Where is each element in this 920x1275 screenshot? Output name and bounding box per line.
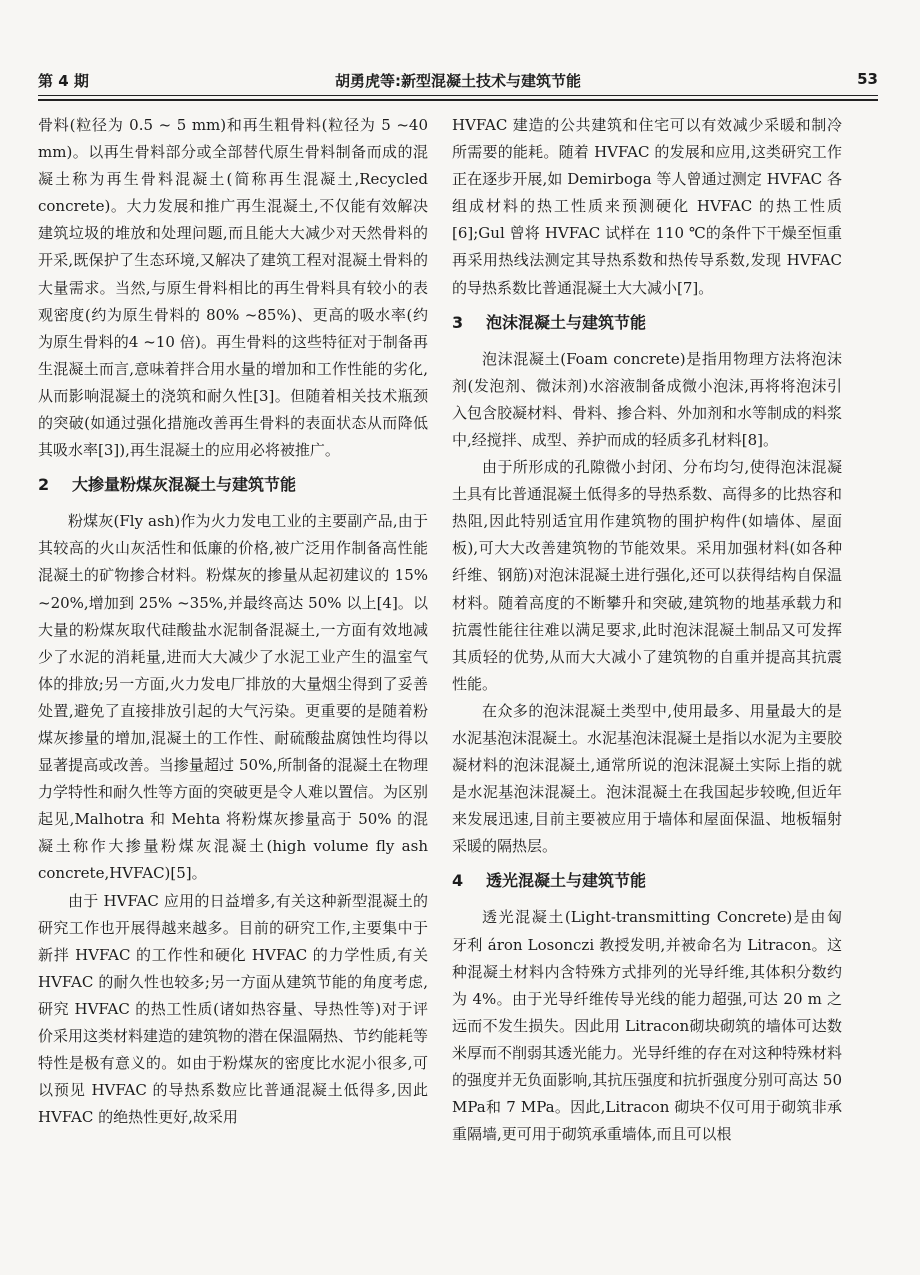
issue-label: 第 4 期 bbox=[38, 72, 89, 90]
section-title: 泡沫混凝土与建筑节能 bbox=[486, 312, 647, 332]
paragraph-recycled-concrete: 骨料(粒径为 0.5 ~ 5 mm)和再生粗骨料(粒径为 5 ~40 mm)。以再生骨料部分或全部替代原生骨料制备而成的混凝土称为再生骨料混凝土(简称再生混凝土,Recycled concrete)。大力发展和推广再生混凝土,不仅能有效解决建筑垃圾的堆放和处理问题,而且能大大减少对天然骨料的开采,既保护了生态环境,又解决了建筑工程对混凝土骨料的大量需求。当然,与原生骨料相比的再生骨料具有较小的表观密度(约为原生骨料的 80% ~85%)、更高的吸水率(约为原生骨料的4 ~10 倍)。再生骨料的这些特征对于制备再生混凝土而言,意味着拌合用水量的增加和工作性能的劣化,从而影响混凝土的浇筑和耐久性[3]。但随着相关技术瓶颈的突破(如通过强化措施改善再生骨料的表面状态从而降低其吸水率[3]),再生混凝土的应用必将被推广。 bbox=[38, 116, 428, 460]
section-number: 3 bbox=[452, 312, 464, 332]
paragraph-hvfac-thermal: HVFAC 建造的公共建筑和住宅可以有效减少采暖和制冷所需要的能耗。随着 HVFAC 的发展和应用,这类研究工作正在逐步开展,如 Demirboga 等人曾通过测定 HVFAC 各组成材料的热工性质来预测硬化 HVFAC 的热工性质[6];Gul 曾将 HVFAC 试样在 110 ℃的条件下干燥至恒重再采用热线法测定其导热系数和热传导系数,发现 HVFAC 的导热系数比普通混凝土大大减小[7]。 bbox=[452, 116, 842, 297]
paragraph-hvfac-research: 由于 HVFAC 应用的日益增多,有关这种新型混凝土的研究工作也开展得越来越多。目前的研究工作,主要集中于新拌 HVFAC 的工作性和硬化 HVFAC 的力学性质,有关 HVFAC 的耐久性也较多;另一方面从建筑节能的角度考虑,研究 HVFAC 的热工性质(诸如热容量、导热性等)对于评价采用这类材料建造的建筑物的潜在保温隔热、节约能耗等特性是极有意义的。如由于粉煤灰的密度比水泥小很多,可以预见 HVFAC 的导热系数应比普通混凝土低得多,因此 HVFAC 的绝热性更好,故采用 bbox=[38, 891, 429, 1127]
running-title: 胡勇虎等:新型混凝土技术与建筑节能 bbox=[334, 72, 581, 90]
paragraph-translucent-concrete: 透光混凝土(Light-transmitting Concrete)是由匈牙利 áron Losonczi 教授发明,并被命名为 Litracon。这种混凝土材料内含特殊方式排列的光导纤维,其体积分数约为 4%。由于光导纤维传导光线的能力超强,可达 20 m 之远而不发生损失。因此用 Litracon砌块砌筑的墙体可达数米厚而不削弱其透光能力。光导纤维的存在对这种特殊材料的强度并无负面影响,其抗压强度和抗折强度分别可高达 50 MPa和 7 MPa。因此,Litracon 砌块不仅可用于砌筑非承重隔墙,更可用于砌筑承重墙体,而且可以根 bbox=[452, 908, 843, 1144]
section-heading-4 bbox=[452, 866, 842, 896]
section-heading-2 bbox=[38, 470, 428, 500]
paragraph-fly-ash: 粉煤灰(Fly ash)作为火力发电工业的主要副产品,由于其较高的火山灰活性和低廉的价格,被广泛用作制备高性能混凝土的矿物掺合材料。粉煤灰的掺量从起初建议的 15% ~20%,增加到 25% ~35%,并最终高达 50% 以上[4]。以大量的粉煤灰取代硅酸盐水泥制备混凝土,一方面有效地减少了水泥的消耗量,进而大大减少了水泥工业产生的温室气体的排放;另一方面,火力发电厂排放的大量烟尘得到了妥善处置,避免了直接排放引起的大气污染。更重要的是随着粉煤灰掺量的增加,混凝土的工作性、耐硫酸盐腐蚀性均得以显著提高或改善。当掺量超过 50%,所制备的混凝土在物理力学特性和耐久性等方面的突破更是令人难以置信。为区别起见,Malhotra 和 Mehta 将粉煤灰掺量高于 50% 的混凝土称作大掺量粉煤灰混凝土(high volume fly ash concrete,HVFAC)[5]。 bbox=[38, 512, 429, 883]
paragraph-foam-properties: 由于所形成的孔隙微小封闭、分布均匀,使得泡沫混凝土具有比普通混凝土低得多的导热系数、高得多的比热容和热阻,因此特别适宜用作建筑物的围护构件(如墙体、屋面板),可大大改善建筑物的节能效果。采用加强材料(如各种纤维、钢筋)对泡沫混凝土进行强化,还可以获得结构自保温材料。随着高度的不断攀升和突破,建筑物的地基承载力和抗震性能往往难以满足要求,此时泡沫混凝土制品又可发挥其质轻的优势,从而大大减小了建筑物的自重并提高其抗震性能。 bbox=[452, 458, 843, 693]
header-rule-thin bbox=[38, 95, 878, 96]
section-number: 4 bbox=[452, 871, 464, 891]
header-rule-thick bbox=[38, 99, 878, 101]
running-header bbox=[38, 62, 878, 96]
page-number: 53 bbox=[857, 70, 878, 88]
paragraph-foam-types: 在众多的泡沫混凝土类型中,使用最多、用量最大的是水泥基泡沫混凝土。水泥基泡沫混凝土是指以水泥为主要胶凝材料的泡沫混凝土,通常所说的泡沫混凝土实际上指的就是水泥基泡沫混凝土。泡沫混凝土在我国起步较晚,但近年来发展迅速,目前主要被应用于墙体和屋面保温、地板辐射采暖的隔热层。 bbox=[452, 701, 843, 856]
section-title: 大掺量粉煤灰混凝土与建筑节能 bbox=[72, 475, 297, 495]
paragraph-foam-definition: 泡沫混凝土(Foam concrete)是指用物理方法将泡沫剂(发泡剂、微沫剂)水溶液制备成微小泡沫,再将将泡沫引入包含胶凝材料、骨料、掺合料、外加剂和水等制成的料浆中,经搅拌、成型、养护而成的轻质多孔材料[8]。 bbox=[452, 349, 843, 449]
section-number: 2 bbox=[38, 475, 50, 495]
section-heading-3 bbox=[452, 308, 842, 338]
right-column bbox=[452, 112, 842, 1148]
section-title: 透光混凝土与建筑节能 bbox=[486, 871, 647, 891]
left-column bbox=[38, 112, 428, 1131]
